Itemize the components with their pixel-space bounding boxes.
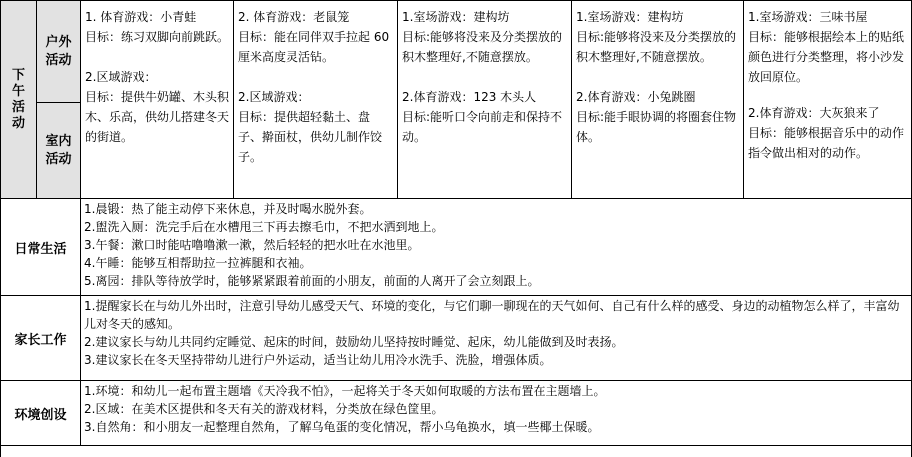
afternoon-activities-header [0, 0, 37, 199]
list-item: 3.自然角：和小朋友一起整理自然角，了解乌龟蛋的变化情况，帮小乌龟换水，填一些椰土保暖。 [84, 420, 600, 434]
daily-life-content [80, 198, 912, 296]
list-item: 3.午餐：漱口时能咕噜噜漱一漱，然后轻轻的把水吐在水池里。 [84, 238, 420, 252]
day-1-indoor-goal: 目标：提供牛奶罐、木头积木、乐高，供幼儿搭建冬天的街道。 [85, 90, 230, 144]
day-2-indoor-title: 2.区域游戏： [238, 90, 310, 104]
next-row-edge [0, 445, 912, 457]
afternoon-label-char: 活 [11, 99, 25, 115]
indoor-activities-label: 室内活动 [36, 102, 81, 199]
list-item: 1.环境：和幼儿一起布置主题墙《天冷我不怕》，一起将关于冬天如何取暖的方法布置在主题墙上。 [84, 384, 606, 398]
environment-content [80, 380, 912, 446]
daily-life-label: 日常生活 [0, 198, 81, 296]
afternoon-label-char: 午 [11, 83, 25, 99]
day-2-indoor-goal: 目标：提供超轻黏土、盘子、擀面杖，供幼儿制作饺子。 [238, 110, 383, 164]
afternoon-label-char: 动 [11, 115, 25, 131]
list-item: 1.晨锻：热了能主动停下来休息，并及时喝水脱外套。 [84, 202, 372, 216]
day-4-outdoor-title: 1.室场游戏：建构坊 [576, 10, 684, 24]
day-5-outdoor-title: 1.室场游戏：三味书屋 [748, 10, 868, 24]
environment-label: 环境创设 [0, 380, 81, 446]
day-3-outdoor-goal: 目标:能够将没来及分类摆放的积木整理好,不随意摆放。 [402, 30, 563, 64]
day-3-indoor-goal: 目标:能听口令向前走和保持不动。 [402, 110, 563, 144]
day-5-activities [743, 0, 912, 199]
afternoon-label-char: 下 [11, 67, 25, 83]
list-item: 2.区域：在美术区提供和冬天有关的游戏材料，分类放在绿色筐里。 [84, 402, 444, 416]
list-item: 1.提醒家长在与幼儿外出时，注意引导幼儿感受天气、环境的变化，与它们聊一聊现在的天气如何、自己有什么样的感受、身边的动植物怎么样了，丰富幼儿对冬天的感知。 [84, 299, 900, 331]
day-5-indoor-title: 2.体育游戏：大灰狼来了 [748, 106, 880, 120]
day-4-indoor-goal: 目标:能手眼协调的将圈套住物体。 [576, 110, 737, 144]
day-5-outdoor-goal: 目标：能够根据绘本上的贴纸颜色进行分类整理，将小沙发放回原位。 [748, 30, 905, 84]
day-1-indoor-title: 2.区域游戏： [85, 70, 157, 84]
day-2-activities [233, 0, 398, 199]
list-item: 2.建议家长与幼儿共同约定睡觉、起床的时间，鼓励幼儿坚持按时睡觉、起床，幼儿能做到及时表扬。 [84, 335, 624, 349]
day-4-activities [571, 0, 744, 199]
parent-work-label: 家长工作 [0, 295, 81, 381]
day-4-outdoor-goal: 目标:能够将没来及分类摆放的积木整理好,不随意摆放。 [576, 30, 737, 64]
day-4-indoor-title: 2.体育游戏：小兔跳圈 [576, 90, 696, 104]
day-3-indoor-title: 2.体育游戏：123 木头人 [402, 90, 537, 104]
parent-work-content [80, 295, 912, 381]
day-1-outdoor-title: 1. 体育游戏：小青蛙 [85, 10, 197, 24]
list-item: 5.离园：排队等待放学时，能够紧紧跟着前面的小朋友，前面的人离开了会立刻跟上。 [84, 274, 540, 288]
list-item: 2.盥洗入厕：洗完手后在水槽甩三下再去擦毛巾，不把水洒到地上。 [84, 220, 444, 234]
day-3-outdoor-title: 1.室场游戏：建构坊 [402, 10, 510, 24]
day-2-outdoor-goal: 目标：能在同伴双手拉起 60 厘米高度灵活钻。 [238, 30, 390, 64]
day-2-outdoor-title: 2. 体育游戏：老鼠笼 [238, 10, 350, 24]
day-5-indoor-goal: 目标：能够根据音乐中的动作指令做出相对的动作。 [748, 126, 905, 160]
outdoor-activities-label: 户外活动 [36, 0, 81, 103]
day-3-activities [397, 0, 572, 199]
day-1-activities [80, 0, 234, 199]
list-item: 4.午睡：能够互相帮助拉一拉裤腿和衣袖。 [84, 256, 312, 270]
day-1-outdoor-goal: 目标：练习双脚向前跳跃。 [85, 30, 230, 44]
list-item: 3.建议家长在冬天坚持带幼儿进行户外运动，适当让幼儿用冷水洗手、洗脸，增强体质。 [84, 353, 552, 367]
